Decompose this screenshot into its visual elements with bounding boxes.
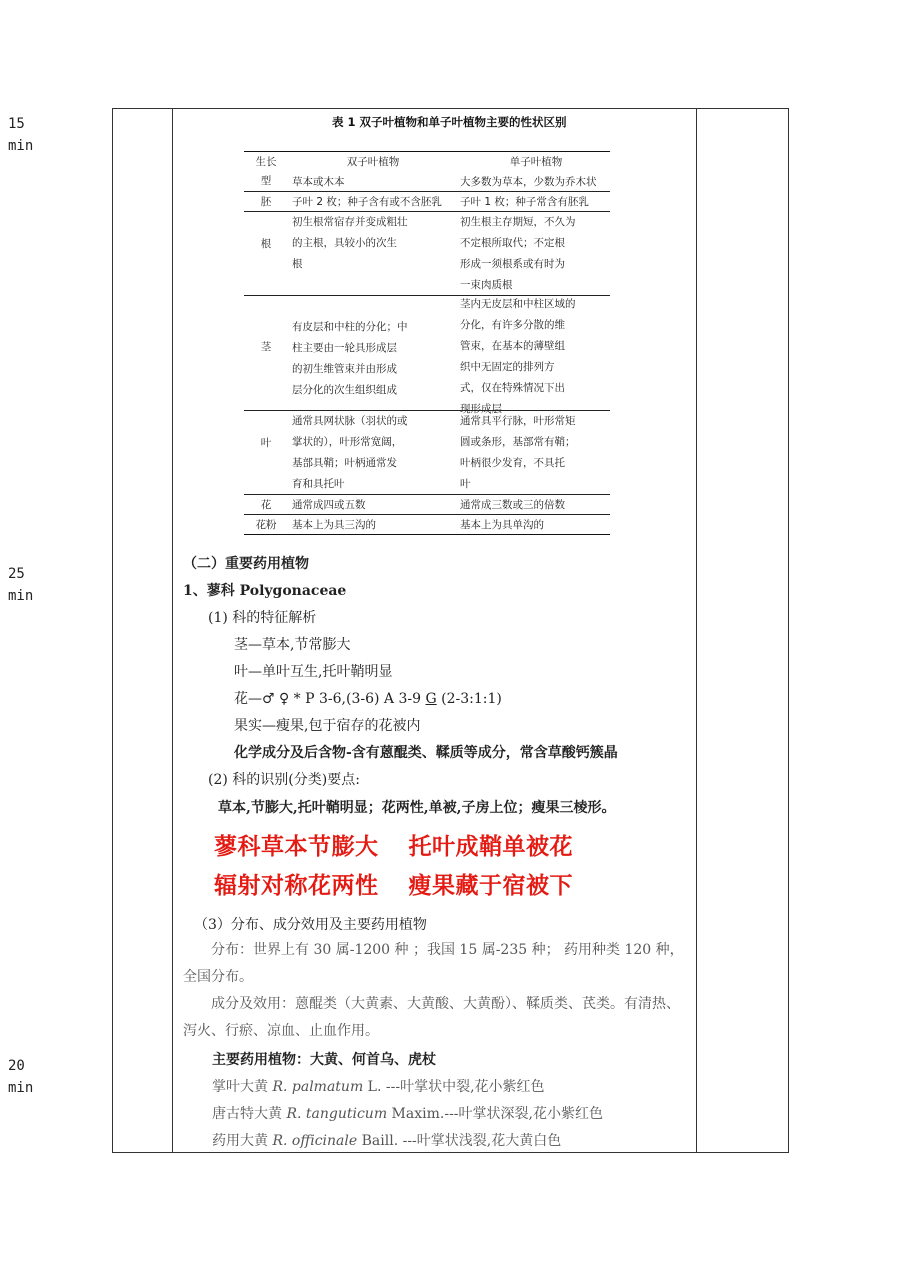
plant-item xyxy=(212,1130,561,1150)
header-growth: 生长 型 xyxy=(255,156,277,187)
main-plants-heading: 主要药用植物：大黄、何首乌、虎杖 xyxy=(212,1052,436,1068)
plant-name: 药用大黄 xyxy=(212,1133,273,1149)
cell-growth-dicot: 草本或木本 xyxy=(292,176,345,188)
row-label: 根 xyxy=(260,238,272,250)
plant-latin-name: R. palmatum xyxy=(272,1079,364,1095)
table-caption: 表 1 双子叶植物和单子叶植物主要的性状区别 xyxy=(332,115,567,129)
cell-dicot: 初生根常宿存并变成粗壮 的主根，具较小的次生 根 xyxy=(292,216,408,270)
table-row xyxy=(244,495,610,515)
cell-monocot: 茎内无皮层和中柱区域的 分化，有许多分散的维 管束，在基本的薄壁组 织中无固定的排列方 式，仅在特殊情况下出 现形成层 xyxy=(460,298,576,415)
subsection-distribution: （3）分布、成分效用及主要药用植物 xyxy=(194,917,427,933)
plant-item xyxy=(212,1103,603,1123)
components-text: 成分及效用：蒽醌类（大黄素、大黄酸、大黄酚）、鞣质类、芪类。有清热、泻火、行瘀、凉血、止血作用。 xyxy=(183,996,680,1039)
section-heading: （二）重要药用植物 xyxy=(183,556,309,572)
row-label: 叶 xyxy=(260,437,272,449)
cell-monocot: 子叶 1 枚；种子常含有胚乳 xyxy=(460,196,589,208)
feature-leaf: 叶—单叶互生,托叶鞘明显 xyxy=(234,664,393,680)
plant-description: L. ---叶掌状中裂,花小紫红色 xyxy=(363,1079,545,1095)
mnemonic-line-2 xyxy=(214,867,573,900)
distribution-text: 分布：世界上有 30 属-1200 种 ；我国 15 属-235 种； 药用种类 120 种，全国分布。 xyxy=(183,942,684,985)
cell-monocot: 基本上为具单沟的 xyxy=(460,519,544,531)
row-label: 花 xyxy=(260,499,272,511)
subsection-features: (1) 科的特征解析 xyxy=(208,610,317,626)
feature-flower xyxy=(234,688,502,708)
table-row xyxy=(244,296,610,415)
comparison-table xyxy=(244,151,610,535)
family-heading: 1、蓼科 Polygonaceae xyxy=(183,583,347,599)
mnemonic-phrase: 蓼科草本节膨大 xyxy=(214,834,379,860)
table-row xyxy=(244,212,610,296)
cell-dicot: 基本上为具三沟的 xyxy=(292,519,376,531)
cell-dicot: 通常具网状脉（羽状的或 掌状的），叶形常宽阔， 基部具鞘；叶柄通常发 育和具托叶 xyxy=(292,415,408,490)
row-label: 胚 xyxy=(260,196,272,208)
time-label: 25 min xyxy=(8,566,34,604)
flower-formula: 花—♂ ♀ * P 3-6,(3-6) A 3-9 xyxy=(234,691,426,707)
row-label: 茎 xyxy=(260,341,272,353)
time-label: 15 min xyxy=(8,116,34,154)
column-divider xyxy=(172,109,173,1152)
gynoecium-symbol: G xyxy=(425,691,437,707)
cell-monocot: 通常成三数或三的倍数 xyxy=(460,499,565,511)
gynoecium-formula: (2-3:1:1) xyxy=(436,691,502,707)
cell-growth-monocot: 大多数为草本，少数为乔木状 xyxy=(460,176,597,188)
table-row xyxy=(244,515,610,535)
subsection-identification: (2) 科的识别(分类)要点: xyxy=(208,772,360,788)
table-row xyxy=(244,411,610,495)
plant-name: 唐古特大黄 xyxy=(212,1106,287,1122)
plant-description: Baill. ---叶掌状浅裂,花大黄白色 xyxy=(357,1133,562,1149)
cell-monocot: 通常具平行脉，叶形常矩 圆或条形，基部常有鞘； 叶柄很少发育，不具托 叶 xyxy=(460,415,576,490)
cell-monocot: 初生根主存期短，不久为 不定根所取代；不定根 形成一须根系或有时为 一束肉质根 xyxy=(460,216,576,291)
plant-description: Maxim.---叶掌状深裂,花小紫红色 xyxy=(387,1106,603,1122)
feature-stem: 茎—草本,节常膨大 xyxy=(234,637,351,653)
plant-name: 掌叶大黄 xyxy=(212,1079,273,1095)
cell-dicot: 子叶 2 枚；种子含有或不含胚乳 xyxy=(292,196,442,208)
feature-chemistry: 化学成分及后含物-含有蒽醌类、鞣质等成分，常含草酸钙簇晶 xyxy=(234,745,618,761)
plant-item xyxy=(212,1076,545,1096)
mnemonic-phrase: 托叶成鞘单被花 xyxy=(408,834,573,860)
table-row xyxy=(244,192,610,212)
mnemonic-phrase: 辐射对称花两性 xyxy=(214,873,379,899)
mnemonic-phrase: 瘦果藏于宿被下 xyxy=(408,873,573,899)
table-header-row xyxy=(244,151,610,192)
column-divider xyxy=(696,109,697,1152)
cell-dicot: 有皮层和中柱的分化；中 柱主要由一轮具形成层 的初生维管束并由形成 层分化的次生组织组成 xyxy=(292,321,408,396)
identification-keypoints: 草本,节膨大,托叶鞘明显；花两性,单被,子房上位；瘦果三棱形。 xyxy=(218,800,616,816)
mnemonic-line-1 xyxy=(214,828,573,861)
feature-fruit: 果实—瘦果,包于宿存的花被内 xyxy=(234,718,421,734)
row-label: 花粉 xyxy=(255,519,277,531)
cell-dicot: 通常成四或五数 xyxy=(292,499,366,511)
header-dicot: 双子叶植物 xyxy=(346,156,400,168)
time-label: 20 min xyxy=(8,1058,34,1096)
plant-latin-name: R. officinale xyxy=(272,1133,358,1149)
plant-latin-name: R. tanguticum xyxy=(286,1106,388,1122)
header-monocot: 单子叶植物 xyxy=(509,156,563,168)
